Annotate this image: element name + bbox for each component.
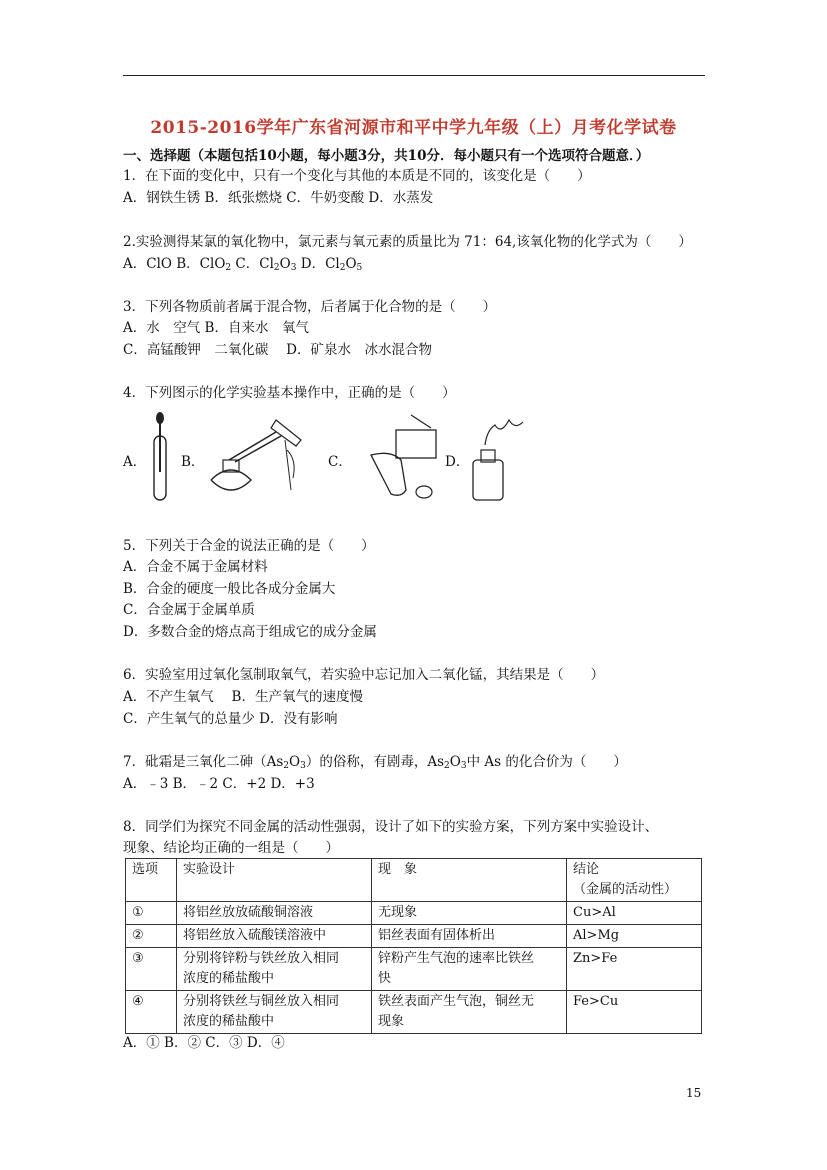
header-conclusion: 结论 （金属的活动性）	[567, 859, 702, 902]
q4-stem: 4．下列图示的化学实验基本操作中，正确的是（ ）	[123, 385, 456, 401]
pouring-liquid-image	[351, 410, 451, 505]
q3-options-ab: A．水 空气 B．自来水 氧气	[123, 320, 309, 336]
q5-option-b: B．合金的硬度一般比各成分金属大	[123, 581, 336, 597]
q4-label-a: A．	[123, 454, 147, 470]
q6-options-cd: C．产生氧气的总量少 D．没有影响	[123, 711, 338, 727]
table-header-row	[126, 859, 702, 902]
alcohol-lamp-lighting-image	[201, 410, 321, 505]
q4-label-b: B．	[181, 454, 205, 470]
q6-options-ab: A．不产生氧气 B．生产氧气的速度慢	[123, 689, 363, 705]
q3-options-cd: C．高锰酸钾 二氧化碳 D．矿泉水 冰水混合物	[123, 342, 432, 358]
header-design: 实验设计	[177, 859, 372, 902]
q5-stem: 5．下列关于合金的说法正确的是（ ）	[123, 538, 375, 554]
page-number: 15	[686, 1086, 702, 1100]
table-row: ④ 分别将铁丝与铜丝放入相同 浓度的稀盐酸中 铁丝表面产生气泡，铜丝无 现象 Fe>Cu	[126, 991, 702, 1034]
smelling-gas-image	[465, 410, 525, 505]
q6-stem: 6．实验室用过氧化氢制取氧气，若实验中忘记加入二氧化锰，其结果是（ ）	[123, 667, 605, 683]
header-option: 选项	[126, 859, 177, 902]
q3-stem: 3．下列各物质前者属于混合物，后者属于化合物的是（ ）	[123, 299, 497, 315]
q8-table	[125, 858, 702, 1034]
q2-stem: 2.实验测得某氯的氧化物中，氯元素与氧元素的质量比为 71：64,该氧化物的化学式为（ ）	[123, 234, 692, 250]
header-phenomenon: 现 象	[372, 859, 567, 902]
q7-stem: 7．砒霜是三氧化二砷$(As_2O_3)$的俗称，有剧毒，$As_2O_3$中 As 的化合价为（ ）	[123, 754, 627, 771]
q8-stem-line2: 现象、结论均正确的一组是（ ）	[123, 840, 339, 856]
page-title: 2015-2016学年广东省河源市和平中学九年级（上）月考化学试卷	[150, 118, 677, 138]
q5-option-c: C．合金属于金属单质	[123, 602, 255, 618]
q5-option-a: A．合金不属于金属材料	[123, 559, 268, 575]
test-tube-dropper-image	[145, 412, 175, 504]
q7-options: A．﹣3 B．﹣2 C．+2 D．+3	[123, 776, 315, 792]
table-row: ① 将铝丝放放硫酸铜溶液 无现象 Cu>Al	[126, 902, 702, 925]
q8-options: A．① B．② C．③ D．④	[123, 1035, 285, 1051]
q1-options: A．钢铁生锈 B．纸张燃烧 C．牛奶变酸 D．水蒸发	[123, 190, 434, 206]
q4-figures	[123, 410, 523, 505]
q1-stem: 1．在下面的变化中，只有一个变化与其他的本质是不同的，该变化是（ ）	[123, 168, 591, 184]
q4-label-d: D．	[445, 454, 470, 470]
table-row: ③ 分别将锌粉与铁丝放入相同 浓度的稀盐酸中 锌粉产生气泡的速率比铁丝 快 Zn>Fe	[126, 948, 702, 991]
q8-stem-line1: 8．同学们为探究不同金属的活动性强弱，设计了如下的实验方案，下列方案中实验设计、	[123, 819, 659, 835]
table-row: ② 将铝丝放入硫酸镁溶液中 铝丝表面有固体析出 Al>Mg	[126, 925, 702, 948]
q4-label-c: C．	[328, 454, 352, 470]
q2-options: A．ClO B．ClO$_2$ C．$Cl_2O_3$ D．$Cl_2O_5$	[123, 256, 363, 273]
section-heading: 一、选择题（本题包括10小题，每小题3分，共10分．每小题只有一个选项符合题意．）	[123, 148, 650, 164]
q5-option-d: D．多数合金的熔点高于组成它的成分金属	[123, 624, 377, 640]
header-rule	[123, 75, 705, 76]
